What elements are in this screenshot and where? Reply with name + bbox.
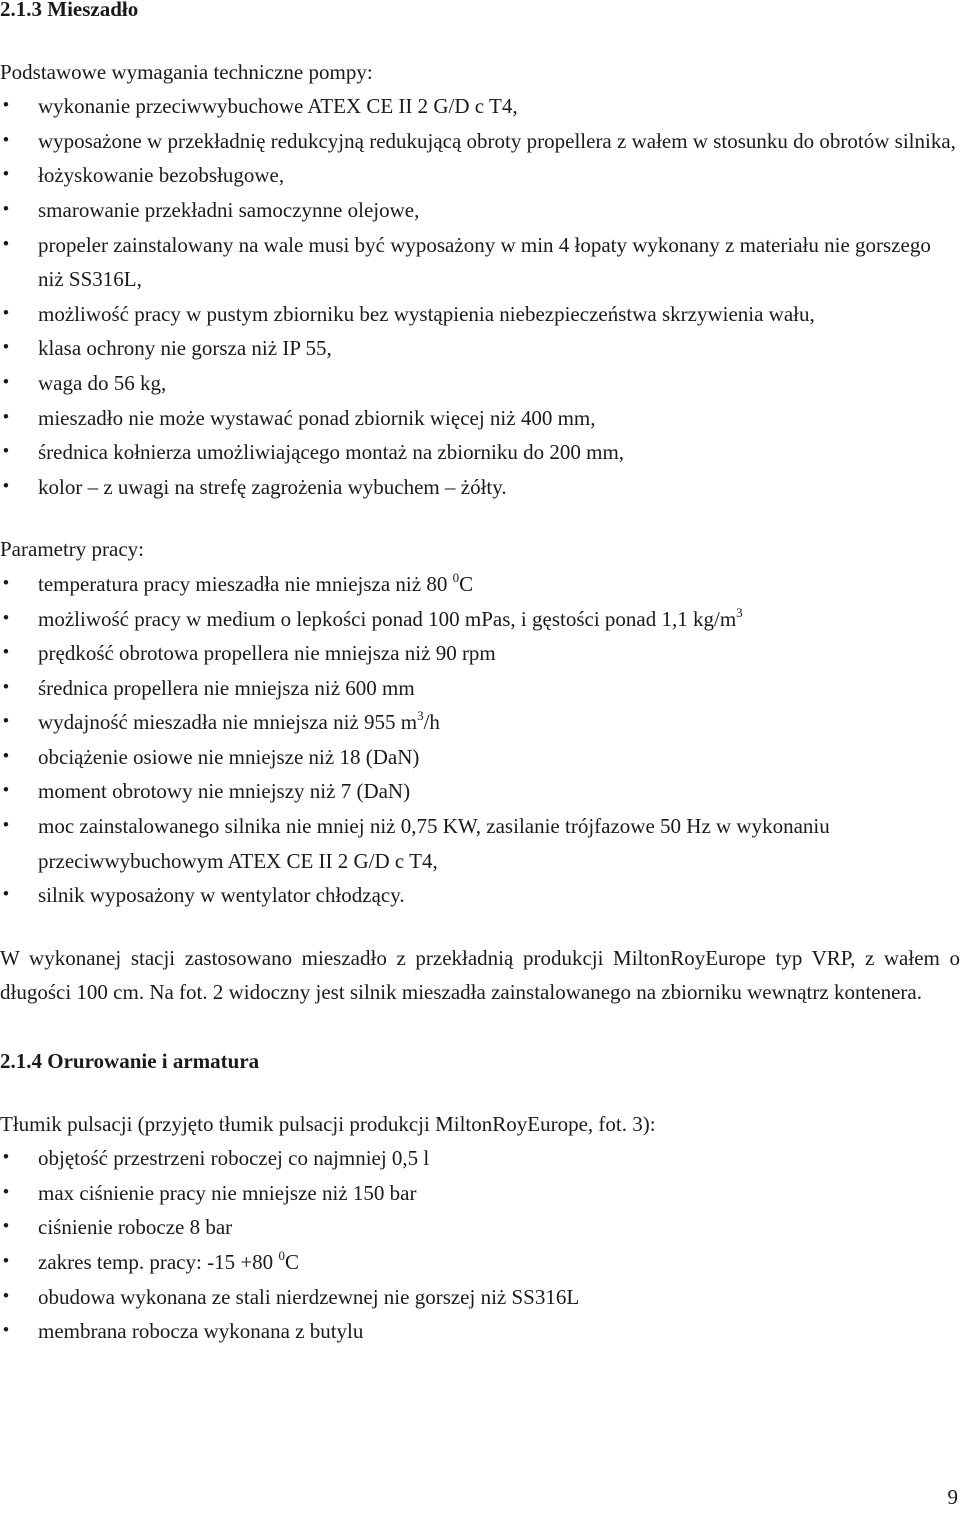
bullet-icon: [0, 774, 12, 809]
list-item: • smarowanie przekładni samoczynne olejowe,: [0, 193, 960, 228]
bullet-icon: [0, 124, 12, 159]
bullet-icon: [0, 602, 12, 637]
bullet-icon: [0, 470, 12, 505]
list-item: • waga do 56 kg,: [0, 366, 960, 401]
bullet-icon: [0, 740, 12, 775]
list-item: • max ciśnienie pracy nie mniejsze niż 150 bar: [0, 1176, 960, 1211]
list-item: • możliwość pracy w medium o lepkości ponad 100 mPas, i gęstości ponad 1,1 $kg/m^3$: [0, 602, 960, 637]
params-intro: Parametry pracy:: [0, 537, 145, 562]
bullet-icon: [0, 366, 12, 401]
page-number: 9: [947, 1485, 958, 1509]
bullet-icon: [0, 1210, 12, 1245]
bullet-icon: [0, 1280, 12, 1315]
list-item: • klasa ochrony nie gorsza niż IP 55,: [0, 331, 960, 366]
list-item: • ciśnienie robocze 8 bar: [0, 1210, 960, 1245]
list-item: • zakres temp. pracy: -15 +80 $^0$C: [0, 1245, 960, 1280]
list-item: • wydajność mieszadła nie mniejsza niż 955 $m^3/h$: [0, 705, 960, 740]
list-item: • średnica propellera nie mniejsza niż 600 mm: [0, 671, 960, 706]
list-item: • średnica kołnierza umożliwiającego montaż na zbiorniku do 200 mm,: [0, 435, 960, 470]
bullet-icon: [0, 158, 12, 193]
damper-list: [0, 1141, 960, 1349]
list-item: • membrana robocza wykonana z butylu: [0, 1314, 960, 1349]
list-item: • obciążenie osiowe nie mniejsze niż 18 (DaN): [0, 740, 960, 775]
list-item: • temperatura pracy mieszadła nie mniejsza niż 80 $^0$C: [0, 567, 960, 602]
requirements-list: [0, 89, 960, 504]
list-item: • mieszadło nie może wystawać ponad zbiornik więcej niż 400 mm,: [0, 401, 960, 436]
bullet-icon: [0, 878, 12, 913]
list-item: • prędkość obrotowa propellera nie mniejsza niż 90 rpm: [0, 636, 960, 671]
list-item: • obudowa wykonana ze stali nierdzewnej nie gorszej niż SS316L: [0, 1280, 960, 1315]
bullet-icon: [0, 636, 12, 671]
bullet-icon: [0, 705, 12, 740]
requirements-intro: Podstawowe wymagania techniczne pompy:: [0, 59, 373, 84]
list-item: • kolor – z uwagi na strefę zagrożenia wybuchem – żółty.: [0, 470, 960, 505]
bullet-icon: [0, 193, 12, 228]
bullet-icon: [0, 1245, 12, 1280]
damper-intro: Tłumik pulsacji (przyjęto tłumik pulsacji produkcji MiltonRoyEurope, fot. 3):: [0, 1111, 656, 1136]
list-item: • możliwość pracy w pustym zbiorniku bez wystąpienia niebezpieczeństwa skrzywienia wału,: [0, 297, 960, 332]
params-list: [0, 567, 960, 913]
bullet-icon: [0, 331, 12, 366]
list-item: • silnik wyposażony w wentylator chłodzący.: [0, 878, 960, 913]
list-item: • wyposażone w przekładnię redukcyjną redukującą obroty propellera z wałem w stosunku do obrotów silnika,: [0, 124, 960, 159]
list-item: • wykonanie przeciwwybuchowe ATEX CE II 2 G/D c T4,: [0, 89, 960, 124]
bullet-icon: [0, 809, 12, 844]
bullet-icon: [0, 435, 12, 470]
bullet-icon: [0, 1176, 12, 1211]
installation-paragraph: W wykonanej stacji zastosowano mieszadło z przekładnią produkcji MiltonRoyEurope typ VRP, z wałem o długości 100 cm. Na fot. 2 widoczny jest silnik mieszadła zainstalowanego na zbiorniku wewnątrz kontenera.: [0, 945, 960, 1005]
bullet-icon: [0, 89, 12, 124]
bullet-icon: [0, 567, 12, 602]
list-item: • propeler zainstalowany na wale musi być wyposażony w min 4 łopaty wykonany z materiału nie gorszego niż SS316L,: [0, 228, 960, 297]
bullet-icon: [0, 401, 12, 436]
list-item: • moc zainstalowanego silnika nie mniej niż 0,75 KW, zasilanie trójfazowe 50 Hz w wykonaniu przeciwwybuchowym ATEX CE II 2 G/D c T4,: [0, 809, 960, 878]
list-item: • łożyskowanie bezobsługowe,: [0, 158, 960, 193]
bullet-icon: [0, 671, 12, 706]
bullet-icon: [0, 1141, 12, 1176]
section-heading-orurowanie: 2.1.4 Orurowanie i armatura: [0, 1049, 260, 1074]
bullet-icon: [0, 1314, 12, 1349]
bullet-icon: [0, 297, 12, 332]
list-item: • objętość przestrzeni roboczej co najmniej 0,5 l: [0, 1141, 960, 1176]
list-item: • moment obrotowy nie mniejszy niż 7 (DaN): [0, 774, 960, 809]
section-heading-mieszadlo: 2.1.3 Mieszadło: [0, 0, 139, 21]
bullet-icon: [0, 228, 12, 263]
